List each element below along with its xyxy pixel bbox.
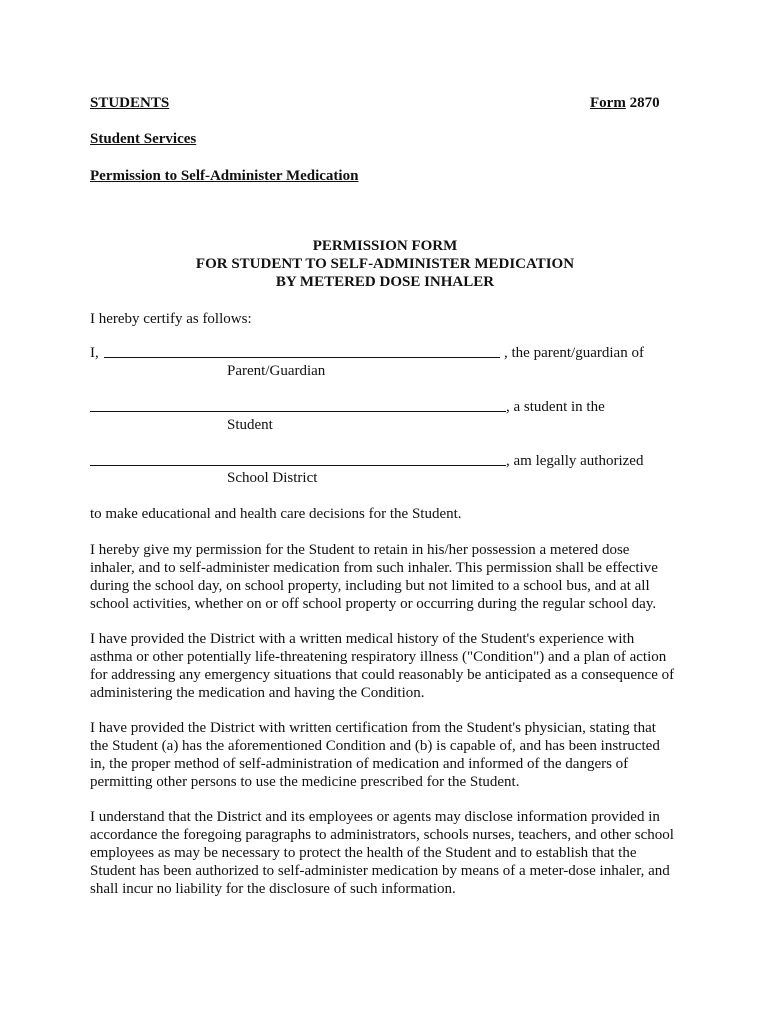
paragraph-line: for addressing any emergency situations that could reasonably be anticipated as a consequence of xyxy=(90,667,675,683)
medical-history-paragraph xyxy=(90,630,690,702)
paragraph-line: I have provided the District with a written medical history of the Student's experience with xyxy=(90,631,635,647)
parent-guardian-field[interactable] xyxy=(104,357,500,358)
paragraph-line: employees as may be necessary to protect the health of the Student and to establish that the xyxy=(90,845,637,861)
paragraph-line: administering the medication and having the Condition. xyxy=(90,685,425,701)
paragraph-line: I have provided the District with written certification from the Student's physician, stating that xyxy=(90,720,656,736)
form-word: Form xyxy=(590,95,626,111)
category-heading: Student Services xyxy=(90,131,197,147)
form-title-line-1: PERMISSION FORM xyxy=(312,238,458,254)
paragraph-line: inhaler, and to self-administer medication from such inhaler. This permission shall be effective xyxy=(90,560,658,576)
student-caption: Student xyxy=(227,417,273,433)
section-heading: STUDENTS xyxy=(90,95,170,111)
student-field[interactable] xyxy=(90,411,506,412)
paragraph-line: asthma or other potentially life-threatening respiratory illness ("Condition") and a plan of action xyxy=(90,649,667,665)
paragraph-line: shall incur no liability for the disclosure of such information. xyxy=(90,881,456,897)
disclosure-paragraph xyxy=(90,808,690,898)
paragraph-line: in, the proper method of self-administration of medication and informed of the dangers of xyxy=(90,756,629,772)
physician-certification-paragraph xyxy=(90,719,690,791)
subject-heading: Permission to Self-Administer Medication xyxy=(90,168,359,184)
permission-paragraph xyxy=(90,541,690,613)
paragraph-line: the Student (a) has the aforementioned Condition and (b) is capable of, and has been instructed xyxy=(90,738,660,754)
paragraph-line: I understand that the District and its employees or agents may disclose information provided in xyxy=(90,809,660,825)
paragraph-line: I hereby give my permission for the Student to retain in his/her possession a metered dose xyxy=(90,542,630,558)
paragraph-line: accordance the foregoing paragraphs to administrators, schools nurses, teachers, and other school xyxy=(90,827,674,843)
parent-suffix-text: , the parent/guardian of xyxy=(504,345,644,361)
paragraph-line: permitting other persons to use the medicine prescribed for the Student. xyxy=(90,774,520,790)
school-district-caption: School District xyxy=(227,470,318,486)
decisions-statement: to make educational and health care decisions for the Student. xyxy=(90,506,462,522)
certify-statement: I hereby certify as follows: xyxy=(90,311,252,327)
parent-guardian-caption: Parent/Guardian xyxy=(227,363,326,379)
form-title-line-3: BY METERED DOSE INHALER xyxy=(275,274,495,290)
student-suffix-text: , a student in the xyxy=(506,399,605,415)
i-label: I, xyxy=(90,345,99,361)
form-number xyxy=(590,94,660,112)
paragraph-line: Student has been authorized to self-administer medication by means of a meter-dose inhaler, and xyxy=(90,863,670,879)
district-suffix-text: , am legally authorized xyxy=(506,453,644,469)
school-district-field[interactable] xyxy=(90,465,506,466)
form-number-value: 2870 xyxy=(629,95,660,111)
paragraph-line: during the school day, on school property, including but not limited to a school bus, and at all xyxy=(90,578,650,594)
paragraph-line: school activities, whether on or off school property or occurring during the regular school day. xyxy=(90,596,657,612)
form-title-line-2: FOR STUDENT TO SELF-ADMINISTER MEDICATION xyxy=(195,256,575,272)
